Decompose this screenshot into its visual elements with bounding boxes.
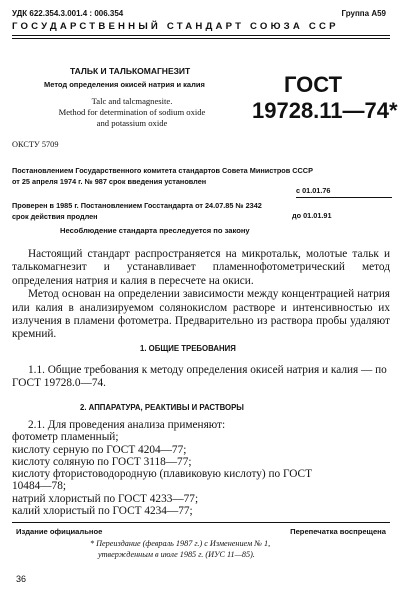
title-en-line: and potassium oxide — [96, 118, 168, 128]
decree-date-underline — [296, 197, 392, 198]
intro-paragraphs — [12, 248, 390, 342]
section-2-heading: 2. АППАРАТУРА, РЕАКТИВЫ И РАСТВОРЫ — [80, 403, 244, 412]
checked-line: срок действия продлен — [12, 212, 98, 221]
official-edition-label: Издание официальное — [16, 527, 103, 536]
udk-code: УДК 622.354.3.001.4 : 006.354 — [12, 9, 124, 18]
decree-date: с 01.01.76 — [296, 186, 331, 195]
page-number: 36 — [16, 574, 27, 584]
decree-line: от 25 апреля 1974 г. № 987 срок введения установлен — [12, 177, 207, 186]
list-item: кислоту серную по ГОСТ 4204—77; — [12, 443, 187, 456]
header-rule-thick — [12, 35, 390, 36]
list-item: кислоту фтористоводородную (плавиковую кислоту) по ГОСТ — [12, 468, 312, 481]
group-code: Группа А59 — [341, 9, 386, 18]
header-rule-thin — [12, 38, 390, 39]
list-item: калий хлористый по ГОСТ 4234—77; — [12, 505, 193, 518]
gost-number: 19728.11—74* — [252, 98, 398, 123]
list-item: 10484—78; — [12, 480, 66, 493]
list-item: 2.1. Для проведения анализа применяют: — [28, 419, 226, 431]
list-item: натрий хлористый по ГОСТ 4233—77; — [12, 492, 199, 505]
intro-paragraph: Настоящий стандарт распространяется на микротальк, молотые тальк и талькомагнезит и устанавливает пламеннофотометрический метод определения натрия и калия в пересчете на окиси. — [12, 248, 390, 287]
checked-date: до 01.01.91 — [292, 211, 332, 220]
title-ru: ТАЛЬК И ТАЛЬКОМАГНЕЗИТ — [70, 66, 191, 76]
title-en-line: Talc and talcmagnesite. — [91, 96, 173, 106]
gost-label: ГОСТ — [284, 72, 343, 97]
title-en-line: Method for determination of sodium oxide — [58, 107, 206, 117]
section-2-list — [12, 419, 390, 517]
reprint-notice: Перепечатка воспрещена — [290, 527, 386, 536]
footnote-line: утвержденным в июле 1985 г. (ИУС 11—85). — [98, 550, 255, 559]
footnote-line: * Переиздание (февраль 1987 г.) с Изменением № 1, — [90, 539, 271, 548]
decree-text — [12, 165, 392, 187]
subtitle-ru: Метод определения окисей натрия и калия — [44, 80, 205, 89]
footer-rule — [12, 522, 390, 523]
list-item: фотометр пламенный; — [12, 431, 119, 444]
section-1-text — [12, 364, 390, 390]
section-1-heading: 1. ОБЩИЕ ТРЕБОВАНИЯ — [140, 344, 236, 353]
list-item: кислоту соляную по ГОСТ 3118—77; — [12, 455, 192, 468]
checked-text — [12, 200, 392, 222]
title-en — [56, 96, 208, 129]
legal-notice: Несоблюдение стандарта преследуется по закону — [60, 226, 250, 235]
state-standard-heading: ГОСУДАРСТВЕННЫЙ СТАНДАРТ СОЮЗА ССР — [12, 21, 339, 32]
checked-line: Проверен в 1985 г. Постановлением Госстандарта от 24.07.85 № 2342 — [12, 201, 262, 210]
footnote — [90, 538, 390, 560]
okstu-code: ОКСТУ 5709 — [12, 140, 59, 149]
intro-paragraph: Метод основан на определении зависимости между концентрацией натрия или калия в анализируемом солянокислом растворе и интенсивностью их излучения в пламени фотометра. Предварительно из раствора пробы удаляют кремний. — [12, 288, 390, 341]
section-1-paragraph: 1.1. Общие требования к методу определения окисей натрия и калия — по ГОСТ 19728.0—74. — [12, 364, 387, 389]
decree-line: Постановлением Государственного комитета стандартов Совета Министров СССР — [12, 166, 313, 175]
